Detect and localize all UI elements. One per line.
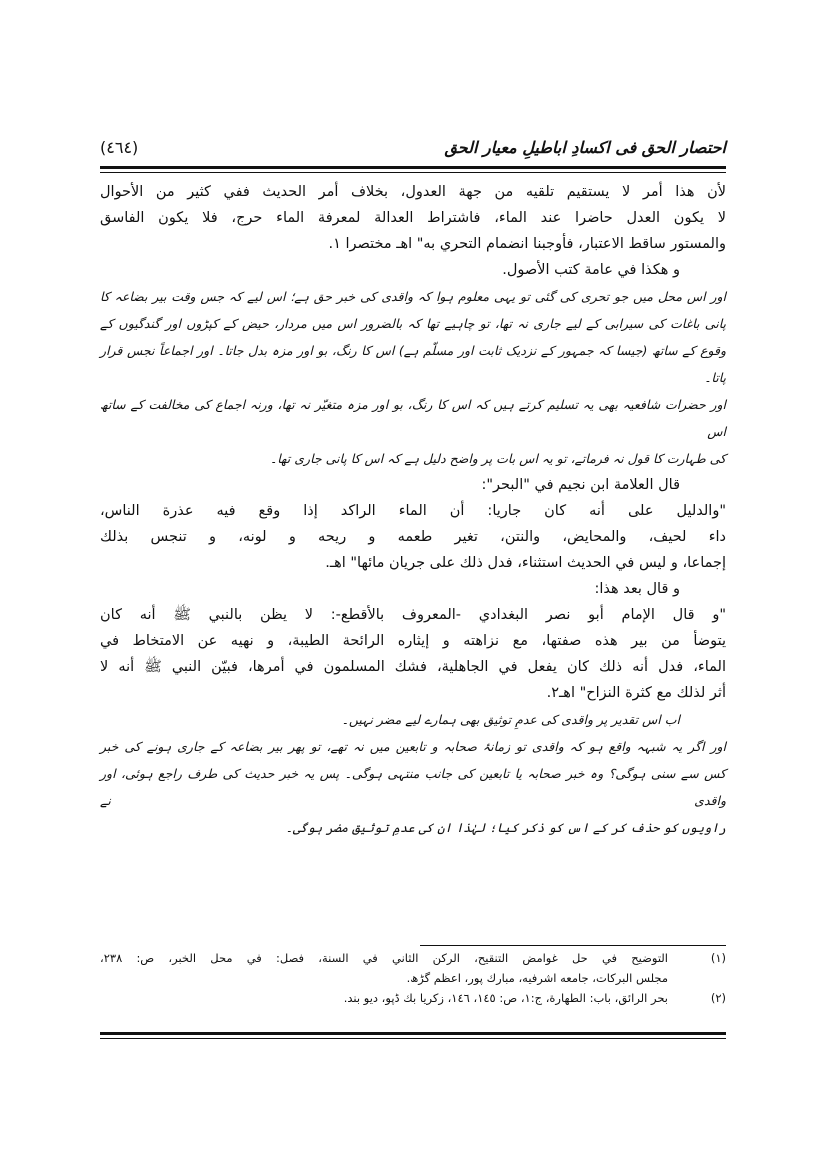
urdu-text-line: کی طہارت کا قول نہ فرماتے، تو یہ اس بات پر واضح دلیل ہے کہ اس کا پانی جاری تھا۔ bbox=[269, 451, 726, 466]
footnote-number: (٢) bbox=[710, 991, 726, 1005]
footnote-number: (١) bbox=[710, 951, 726, 965]
book-title: احتصار الحق فی اکسادِ اباطیلِ معیار الحق bbox=[444, 138, 726, 157]
urdu-text-line: اور اس محل میں جو تحری کی گئی تو یہی معلوم ہوا کہ واقدی کی خبر حق ہے؛ اس لیے کہ جس وقت بیر بضاعہ کا bbox=[100, 289, 726, 304]
footnote-text: التوضيح في حل غوامض التنقيح، الركن الثاني في السنة، فصل: في محل الخبر، ص: ٢٣٨، bbox=[100, 951, 668, 965]
arabic-text-line: قال العلامة ابن نجيم في "البحر": bbox=[481, 477, 680, 493]
running-header bbox=[100, 136, 726, 166]
footnote-1 bbox=[100, 948, 726, 968]
arabic-text-line: لا يكون العدل حاضرا عند الماء، فاشتراط العدالة لمعرفة الماء حرج، فلا يكون الفاسق bbox=[100, 210, 726, 226]
arabic-text-line: و قال بعد هذا: bbox=[594, 581, 680, 597]
page-number: (٤٦٤) bbox=[100, 138, 139, 157]
footnote-1-cont bbox=[100, 968, 726, 988]
urdu-text-line: راویوں کو حذف کر کے اس کو ذکر کیا؛ لہٰذا ان کی عدمِ توثیق مضر ہوگی۔ bbox=[285, 820, 726, 835]
header-rule bbox=[100, 166, 726, 173]
footnote-separator bbox=[420, 945, 726, 946]
footnote-text: بحر الرائق، باب: الطهارة، ج:١، ص: ١٤٥، ١٤٦، زكريا بك ڈپو، ديو بند. bbox=[343, 991, 668, 1005]
arabic-text-line: داء لحيف، والمحايض، والنتن، تغير طعمه و ريحه و لونه، و تنجس بذلك bbox=[100, 529, 726, 545]
arabic-text-line: الماء، فدل أنه ذلك كان يفعل في الجاهلية، فشك المسلمون في أمرها، فبيّن النبي ﷺ أنه لا bbox=[100, 659, 726, 675]
urdu-text-line: اور اگر یہ شبہہ واقع ہو کہ واقدی تو زمانۂ صحابہ و تابعین میں نہ تھے، تو پھر بیر بضاعہ کے جاری ہونے کی خبر bbox=[100, 739, 726, 754]
footnote-text: مجلس البركات، جامعه اشرفيه، مبارك پور، اعظم گڑھ. bbox=[406, 971, 668, 985]
arabic-text-line: لأن هذا أمر لا يستقيم تلقيه من جهة العدول، بخلاف أمر الحديث ففي كثير من الأحوال bbox=[100, 184, 726, 200]
arabic-text-line: "والدليل على أنه كان جاريا: أن الماء الراكد إذا وقع فيه عذرة الناس، bbox=[100, 503, 726, 519]
arabic-text-line: و هكذا في عامة كتب الأصول. bbox=[502, 262, 680, 278]
urdu-text-line: اب اس تقدیر پر واقدی کی عدمِ توثیق بھی ہمارے لیے مضر نہیں۔ bbox=[341, 712, 680, 727]
page bbox=[100, 136, 726, 1039]
urdu-text-line: کس سے سنی ہوگی؟ وہ خبر صحابہ یا تابعین کی جانب منتہی ہوگی۔ پس یہ خبر حدیث کی طرف راجع ہوئی، اور واقدی نے bbox=[100, 766, 726, 808]
arabic-text-line: يتوضأ من بير هذه صفتها، مع نزاهته و إيثاره الرائحة الطيبة، و نهيه عن الامتخاط في bbox=[100, 633, 726, 649]
urdu-text-line: اور حضرات شافعیہ بھی یہ تسلیم کرتے ہیں کہ اس کا رنگ، بو اور مزہ متغیّر نہ تھا، ورنہ اجماع کی مخالفت کے ساتھ اس bbox=[100, 397, 726, 439]
arabic-text-line: أثر لذلك مع كثرة النزاح" اهـ٢. bbox=[546, 685, 726, 701]
arabic-text-line: "و قال الإمام أبو نصر البغدادي -المعروف بالأقطع-: لا يظن بالنبي ﷺ أنه كان bbox=[100, 607, 726, 623]
footer-rule bbox=[100, 1032, 726, 1039]
urdu-text-line: پانی باغات کی سیرابی کے لیے جاری نہ تھا، تو چاہیے تھا کہ بالضرور اس میں مردار، حیض کے کپڑوں اور گندگیوں کے bbox=[100, 316, 726, 331]
arabic-text-line: والمستور ساقط الاعتبار، فأوجبنا انضمام التحري به" اهـ مختصرا ١. bbox=[328, 236, 726, 252]
body-text bbox=[100, 179, 726, 841]
footnote-2 bbox=[100, 988, 726, 1008]
arabic-text-line: إجماعا، و ليس في الحديث استثناء، فدل ذلك على جريان مائها" اهـ. bbox=[325, 555, 726, 571]
urdu-text-line: وقوع کے ساتھ (جیسا کہ جمہور کے نزدیک ثابت اور مسلّم ہے) اس کا رنگ، بو اور مزہ بدل جاتا۔ اور اجماعاً نجس قرار پاتا۔ bbox=[100, 343, 726, 385]
